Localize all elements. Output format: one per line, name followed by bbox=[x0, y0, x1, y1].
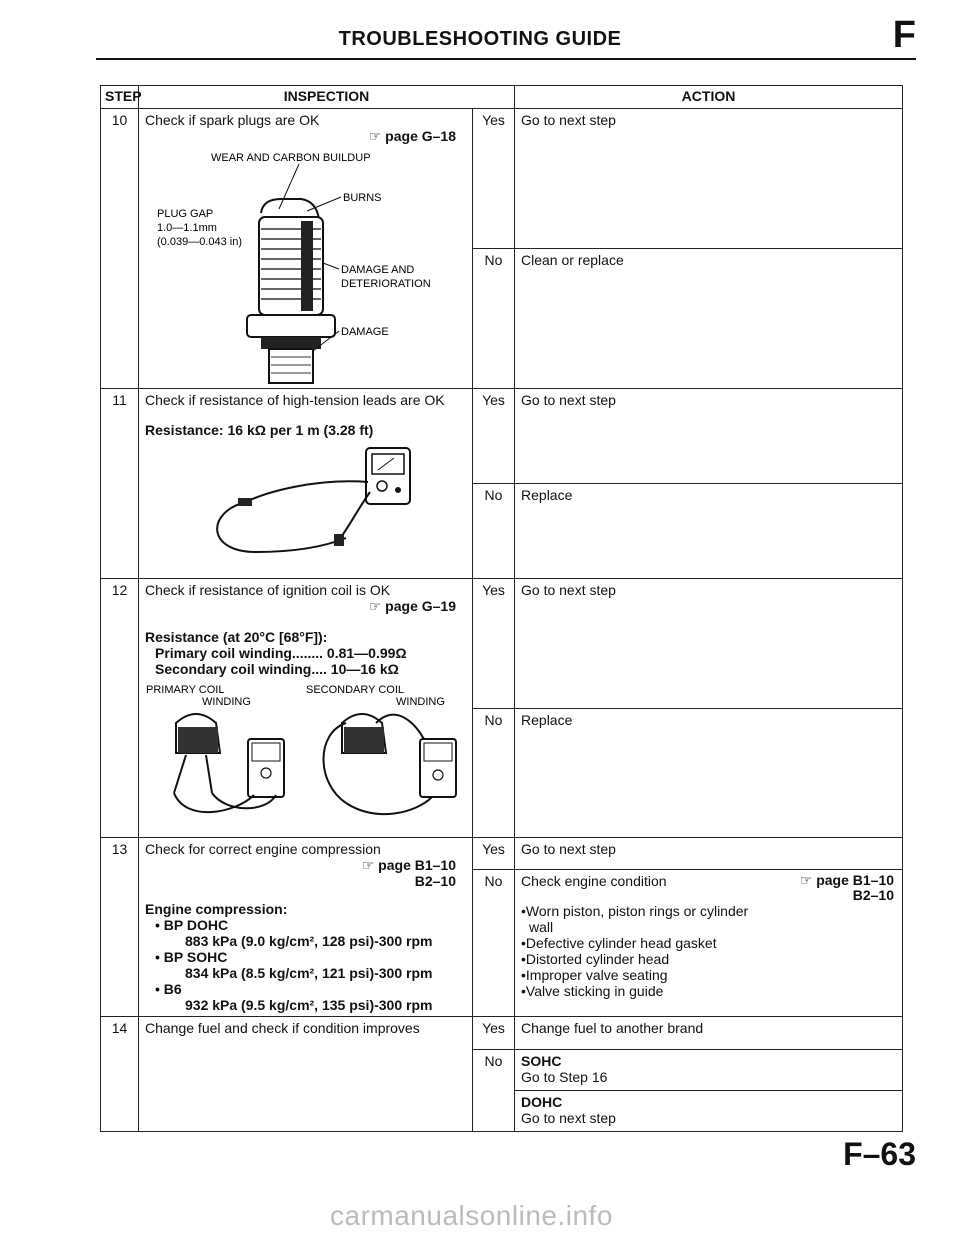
fig-label: BURNS bbox=[342, 192, 382, 204]
step-number: 13 bbox=[101, 838, 139, 1017]
inspection-text: Change fuel and check if condition improves bbox=[145, 1020, 420, 1036]
page-ref: ☞ page G–19 bbox=[368, 598, 456, 614]
ignition-coil-figure bbox=[146, 683, 466, 817]
spark-plug-figure bbox=[151, 149, 461, 385]
inspection-cell bbox=[139, 838, 473, 1017]
list-item: wall bbox=[529, 919, 554, 936]
header-rule bbox=[96, 58, 916, 60]
no-action: Check engine condition bbox=[521, 873, 667, 890]
page-ref: ☞ page G–18 bbox=[368, 128, 456, 144]
yes-label: Yes bbox=[473, 109, 515, 249]
list-item: •Distorted cylinder head bbox=[521, 951, 670, 968]
col-inspection: INSPECTION bbox=[139, 86, 515, 109]
table-header-row bbox=[101, 86, 903, 109]
troubleshooting-table bbox=[100, 85, 903, 1132]
fig-label: 1.0—1.1mm bbox=[156, 222, 217, 234]
fig-label: (0.039—0.043 in) bbox=[156, 236, 242, 248]
no-action: Clean or replace bbox=[515, 249, 903, 389]
spec-line: 932 kPa (9.5 kg/cm², 135 psi)-300 rpm bbox=[185, 997, 433, 1013]
fig-label: SECONDARY COIL bbox=[305, 684, 404, 696]
fig-label: DAMAGE bbox=[340, 326, 389, 338]
no-label: No bbox=[473, 708, 515, 838]
page-ref: ☞ page B1–10 bbox=[799, 872, 895, 889]
col-action: ACTION bbox=[515, 86, 903, 109]
spec-line: • BP SOHC bbox=[155, 949, 228, 965]
fig-label: DETERIORATION bbox=[340, 278, 431, 290]
step-number: 11 bbox=[101, 389, 139, 579]
yes-action: Go to next step bbox=[515, 109, 903, 249]
page-number: F–63 bbox=[843, 1136, 916, 1172]
section-letter: F bbox=[892, 14, 916, 56]
spec-line: Secondary coil winding.... 10—16 kΩ bbox=[155, 661, 399, 677]
yes-action: Change fuel to another brand bbox=[515, 1017, 903, 1050]
inspection-text: Check for correct engine compression bbox=[145, 841, 381, 857]
dohc-action: Go to next step bbox=[521, 1110, 616, 1126]
inspection-cell bbox=[139, 1017, 473, 1132]
dohc-label: DOHC bbox=[521, 1094, 563, 1110]
inspection-cell bbox=[139, 389, 473, 579]
list-item: •Worn piston, piston rings or cylinder bbox=[521, 903, 749, 920]
yes-label: Yes bbox=[473, 838, 515, 870]
page-title: TROUBLESHOOTING GUIDE bbox=[338, 28, 622, 50]
spec-line: Resistance (at 20°C [68°F]): bbox=[145, 629, 328, 645]
yes-action: Go to next step bbox=[515, 838, 903, 870]
page-header bbox=[0, 0, 960, 60]
yes-action: Go to next step bbox=[515, 579, 903, 709]
table-row bbox=[101, 389, 903, 484]
spec-title: Engine compression: bbox=[145, 901, 288, 917]
yes-label: Yes bbox=[473, 1017, 515, 1050]
fig-label: PLUG GAP bbox=[156, 208, 213, 220]
fig-label: WINDING bbox=[395, 696, 445, 708]
dohc-cell bbox=[515, 1091, 903, 1132]
resistance-spec: Resistance: 16 kΩ per 1 m (3.28 ft) bbox=[145, 422, 374, 438]
page-ref: B2–10 bbox=[414, 873, 456, 889]
spec-line: 883 kPa (9.0 kg/cm², 128 psi)-300 rpm bbox=[185, 933, 433, 949]
col-step: STEP bbox=[101, 86, 139, 109]
no-action: Replace bbox=[515, 484, 903, 579]
sohc-action: Go to Step 16 bbox=[521, 1069, 608, 1085]
fig-label: PRIMARY COIL bbox=[145, 684, 224, 696]
inspection-text: Check if spark plugs are OK bbox=[145, 112, 320, 128]
sohc-cell bbox=[515, 1050, 903, 1091]
list-item: •Valve sticking in guide bbox=[521, 983, 664, 1000]
page-ref: B2–10 bbox=[852, 887, 895, 904]
spec-line: • BP DOHC bbox=[155, 917, 229, 933]
spec-line: 834 kPa (8.5 kg/cm², 121 psi)-300 rpm bbox=[185, 965, 433, 981]
list-item: •Improper valve seating bbox=[521, 967, 668, 984]
inspection-cell bbox=[139, 579, 473, 838]
fig-label: WEAR AND CARBON BUILDUP bbox=[210, 152, 371, 164]
no-label: No bbox=[473, 870, 515, 1017]
inspection-text: Check if resistance of high-tension leads are OK bbox=[145, 392, 445, 408]
yes-action: Go to next step bbox=[515, 389, 903, 484]
step-number: 14 bbox=[101, 1017, 139, 1132]
yes-label: Yes bbox=[473, 579, 515, 709]
no-label: No bbox=[473, 249, 515, 389]
high-tension-lead-figure bbox=[186, 442, 426, 562]
table-row bbox=[101, 579, 903, 709]
inspection-cell bbox=[139, 109, 473, 389]
spec-line: Primary coil winding........ 0.81—0.99Ω bbox=[155, 645, 407, 661]
step-number: 10 bbox=[101, 109, 139, 389]
no-action: Replace bbox=[515, 708, 903, 838]
watermark: carmanualsonline.info bbox=[330, 1200, 613, 1231]
table-row bbox=[101, 1017, 903, 1050]
inspection-text: Check if resistance of ignition coil is OK bbox=[145, 582, 391, 598]
list-item: •Defective cylinder head gasket bbox=[521, 935, 717, 952]
sohc-label: SOHC bbox=[521, 1053, 562, 1069]
yes-label: Yes bbox=[473, 389, 515, 484]
fig-label: WINDING bbox=[201, 696, 251, 708]
table-row bbox=[101, 109, 903, 249]
table-row bbox=[101, 838, 903, 870]
no-label: No bbox=[473, 484, 515, 579]
step-number: 12 bbox=[101, 579, 139, 838]
fig-label: DAMAGE AND bbox=[340, 264, 414, 276]
no-action-cell bbox=[515, 870, 903, 1017]
no-label: No bbox=[473, 1050, 515, 1132]
spec-line: • B6 bbox=[155, 981, 182, 997]
page-ref: ☞ page B1–10 bbox=[361, 857, 456, 873]
